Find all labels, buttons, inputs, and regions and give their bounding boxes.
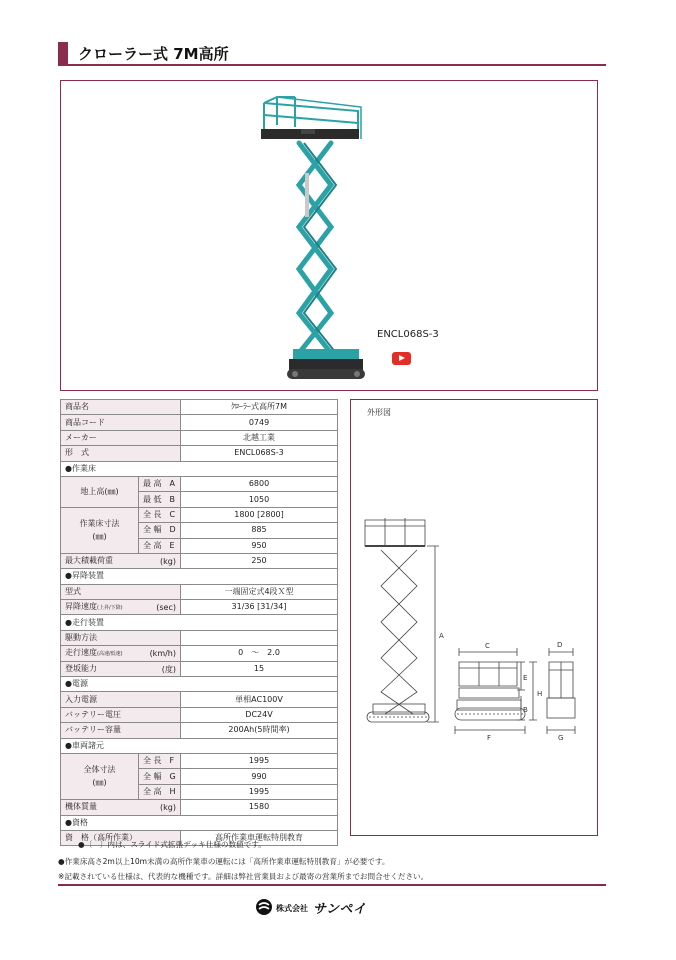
section-heading: ●昇降装置 — [61, 569, 338, 584]
spec-value: ENCL068S-3 — [181, 446, 338, 461]
spec-label: 全 幅 G — [139, 769, 181, 784]
table-row — [61, 430, 338, 445]
spec-label — [61, 800, 181, 815]
spec-label: 全 高 E — [139, 538, 181, 553]
note-license: ●作業床高さ2m以上10m未満の高所作業車の運転には「高所作業車運転特別教育」が必要です。 — [58, 857, 390, 866]
spec-value: 1995 — [181, 753, 338, 768]
scissor-lift-photo — [61, 81, 599, 392]
spec-unit: (km/h) — [149, 649, 176, 659]
dim-label-b: B — [523, 706, 528, 714]
spec-label: バッテリー電圧 — [61, 707, 181, 722]
table-row — [61, 584, 338, 599]
spec-group-label-unit: (㎜) — [92, 531, 107, 541]
side-view — [365, 518, 439, 722]
drawing-title: 外形図 — [367, 408, 391, 417]
spec-value: 885 — [181, 523, 338, 538]
spec-label: 最 低 B — [139, 492, 181, 507]
spec-table — [60, 399, 338, 846]
dim-label-d: D — [557, 641, 563, 649]
table-row — [61, 753, 338, 768]
section-heading: ●資格 — [61, 815, 338, 830]
section-heading: ●車両諸元 — [61, 738, 338, 753]
company-name: サンペイ — [313, 902, 367, 917]
spec-value: 北越工業 — [181, 430, 338, 445]
spec-label: 全 長 C — [139, 507, 181, 522]
spec-group-label — [61, 507, 139, 553]
spec-value: DC24V — [181, 707, 338, 722]
spec-value: 単相AC100V — [181, 692, 338, 707]
spec-value: 990 — [181, 769, 338, 784]
spec-group-label-line: 作業床寸法 — [79, 518, 120, 528]
table-row — [61, 507, 338, 522]
table-row — [61, 707, 338, 722]
spec-unit: (kg) — [160, 556, 176, 566]
spec-label-text: 登坂能力 — [65, 663, 97, 673]
spec-label-text: 昇降速度 — [65, 602, 97, 612]
product-photo-frame — [60, 80, 598, 391]
spec-label: 形 式 — [61, 446, 181, 461]
spec-label: 全 幅 D — [139, 523, 181, 538]
spec-value: 0 ～ 2.0 — [181, 646, 338, 661]
spec-value: 250 — [181, 553, 338, 568]
spec-group-label: 地上高(㎜) — [61, 476, 139, 507]
spec-label-text: 機体質量 — [65, 802, 97, 812]
spec-unit: (度) — [161, 664, 176, 674]
model-label: ENCL068S-3 — [377, 329, 439, 340]
note-bracket: ●〔 〕内は、スライド式拡張デッキ仕様の数値です。 — [78, 840, 266, 849]
spec-label: 商品コード — [61, 415, 181, 430]
rear-view — [547, 648, 575, 734]
spec-label — [61, 661, 181, 676]
spec-label: 商品名 — [61, 400, 181, 415]
spec-value: 15 — [181, 661, 338, 676]
table-row — [61, 446, 338, 461]
spec-label: バッテリー容量 — [61, 723, 181, 738]
dim-label-a: A — [439, 632, 444, 640]
outline-drawing-frame — [350, 399, 598, 836]
spec-label — [61, 553, 181, 568]
table-row — [61, 661, 338, 676]
company-logo — [255, 898, 415, 916]
spec-value: 1580 — [181, 800, 338, 815]
spec-unit: (sec) — [156, 603, 176, 613]
spec-label-text: 最大積載荷重 — [65, 556, 113, 566]
section-row — [61, 677, 338, 692]
table-row — [61, 553, 338, 568]
crawler-track — [287, 369, 365, 379]
youtube-play-icon[interactable] — [392, 352, 411, 365]
spec-label: 駆動方法 — [61, 630, 181, 645]
section-row — [61, 815, 338, 830]
front-view — [455, 648, 537, 734]
spec-value: ｸﾛｰﾗｰ式高所7M — [181, 400, 338, 415]
dim-label-f: F — [487, 734, 492, 742]
spec-label: 型式 — [61, 584, 181, 599]
company-prefix: 株式会社 — [276, 904, 308, 913]
spec-label: 全 高 H — [139, 784, 181, 799]
table-row — [61, 692, 338, 707]
table-row — [61, 723, 338, 738]
spec-value: 1995 — [181, 784, 338, 799]
table-row — [61, 415, 338, 430]
outline-drawing — [351, 400, 599, 837]
table-row — [61, 600, 338, 615]
section-heading: ●作業床 — [61, 461, 338, 476]
spec-label-sub: (上昇/下降) — [97, 605, 123, 612]
table-row — [61, 476, 338, 491]
spec-label-sub: (高速/低速) — [97, 651, 123, 658]
spec-value — [181, 630, 338, 645]
page-title-bar — [58, 42, 606, 64]
spec-group-label — [61, 753, 139, 799]
spec-label — [61, 600, 181, 615]
title-accent-mark — [58, 42, 68, 64]
spec-label: 最 高 A — [139, 476, 181, 491]
table-row — [61, 630, 338, 645]
spec-label: メーカー — [61, 430, 181, 445]
section-row — [61, 461, 338, 476]
spec-value: 1800 [2800] — [181, 507, 338, 522]
spec-group-label-line: 全体寸法 — [83, 765, 116, 775]
section-row — [61, 738, 338, 753]
spec-value: 1050 — [181, 492, 338, 507]
section-heading: ●走行装置 — [61, 615, 338, 630]
table-row — [61, 400, 338, 415]
section-heading: ●電源 — [61, 677, 338, 692]
spec-value: 200Ah(5時間率) — [181, 723, 338, 738]
dim-label-h: H — [537, 690, 543, 698]
dim-label-g: G — [558, 734, 564, 742]
dim-label-c: C — [485, 642, 490, 650]
spec-label — [61, 646, 181, 661]
spec-value: 950 — [181, 538, 338, 553]
spec-label: 入力電源 — [61, 692, 181, 707]
section-row — [61, 615, 338, 630]
spec-value: 高所作業車運転特別教育 — [181, 830, 338, 845]
dim-label-e: E — [523, 674, 528, 682]
table-row — [61, 646, 338, 661]
spec-value: 一端固定式4段Ｘ型 — [181, 584, 338, 599]
spec-value: 31/36 [31/34] — [181, 600, 338, 615]
spec-group-label-unit: (㎜) — [92, 778, 107, 788]
note-disclaimer: ※記載されている仕様は、代表的な機種です。詳細は弊社営業員および最寄の営業所までお問合せください。 — [58, 872, 429, 881]
spec-value: 0749 — [181, 415, 338, 430]
footer-divider — [58, 884, 606, 886]
spec-label-text: 走行速度 — [65, 648, 97, 658]
page-title: クローラー式 7M高所 — [78, 45, 229, 63]
title-divider — [58, 64, 606, 66]
spec-label: 資 格（高所作業） — [61, 830, 181, 845]
company-logo-icon — [255, 898, 273, 916]
section-row — [61, 569, 338, 584]
spec-unit: (kg) — [160, 803, 176, 813]
table-row — [61, 800, 338, 815]
spec-label: 全 長 F — [139, 753, 181, 768]
spec-value: 6800 — [181, 476, 338, 491]
